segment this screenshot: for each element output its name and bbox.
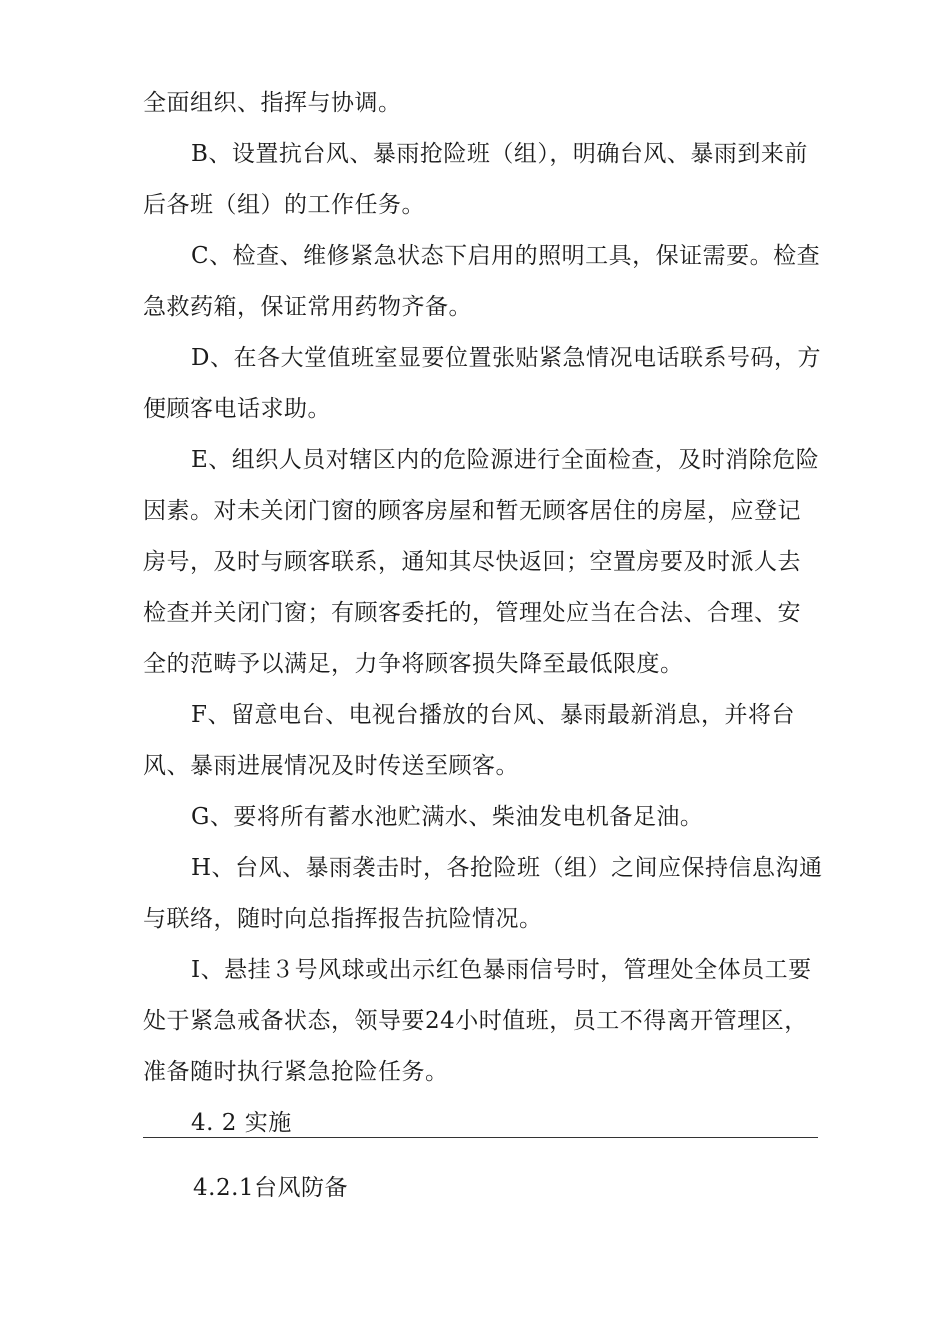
paragraph-continuation: 全面组织、指挥与协调。 xyxy=(143,90,402,116)
paragraph-item-b: B、设置抗台风、暴雨抢险班（组），明确台风、暴雨到来前后各班（组）的工作任务。 xyxy=(143,141,808,218)
paragraph-item-i: I、悬挂３号风球或出示红色暴雨信号时，管理处全体员工要处于紧急戒备状态，领导要24小时值班，员工不得离开管理区，准备随时执行紧急抢险任务。 xyxy=(143,957,812,1085)
section-heading-4-2: 4. 2 实施 xyxy=(191,1110,292,1136)
paragraph-item-e: E、组织人员对辖区内的危险源进行全面检查，及时消除危险因素。对未关闭门窗的顾客房屋和暂无顾客居住的房屋，应登记房号，及时与顾客联系，通知其尽快返回；空置房要及时派人去检查并关闭门窗；有顾客委托的，管理处应当在合法、合理、安全的范畴予以满足，力争将顾客损失降至最低限度。 xyxy=(143,447,820,677)
document-body xyxy=(143,78,823,1149)
paragraph-item-f: F、留意电台、电视台播放的台风、暴雨最新消息，并将台风、暴雨进展情况及时传送至顾客。 xyxy=(143,702,795,779)
subsection-heading-4-2-1: 4.2.1台风防备 xyxy=(193,1175,349,1201)
paragraph-item-c: C、检查、维修紧急状态下启用的照明工具，保证需要。检查急救药箱，保证常用药物齐备。 xyxy=(143,243,821,320)
paragraph-item-g: G、要将所有蓄水池贮满水、柴油发电机备足油。 xyxy=(191,804,704,830)
page-divider xyxy=(143,1137,818,1138)
paragraph-item-d: D、在各大堂值班室显要位置张贴紧急情况电话联系号码，方便顾客电话求助。 xyxy=(143,345,821,422)
paragraph-item-h: H、台风、暴雨袭击时，各抢险班（组）之间应保持信息沟通与联络，随时向总指挥报告抗险情况。 xyxy=(143,855,823,932)
